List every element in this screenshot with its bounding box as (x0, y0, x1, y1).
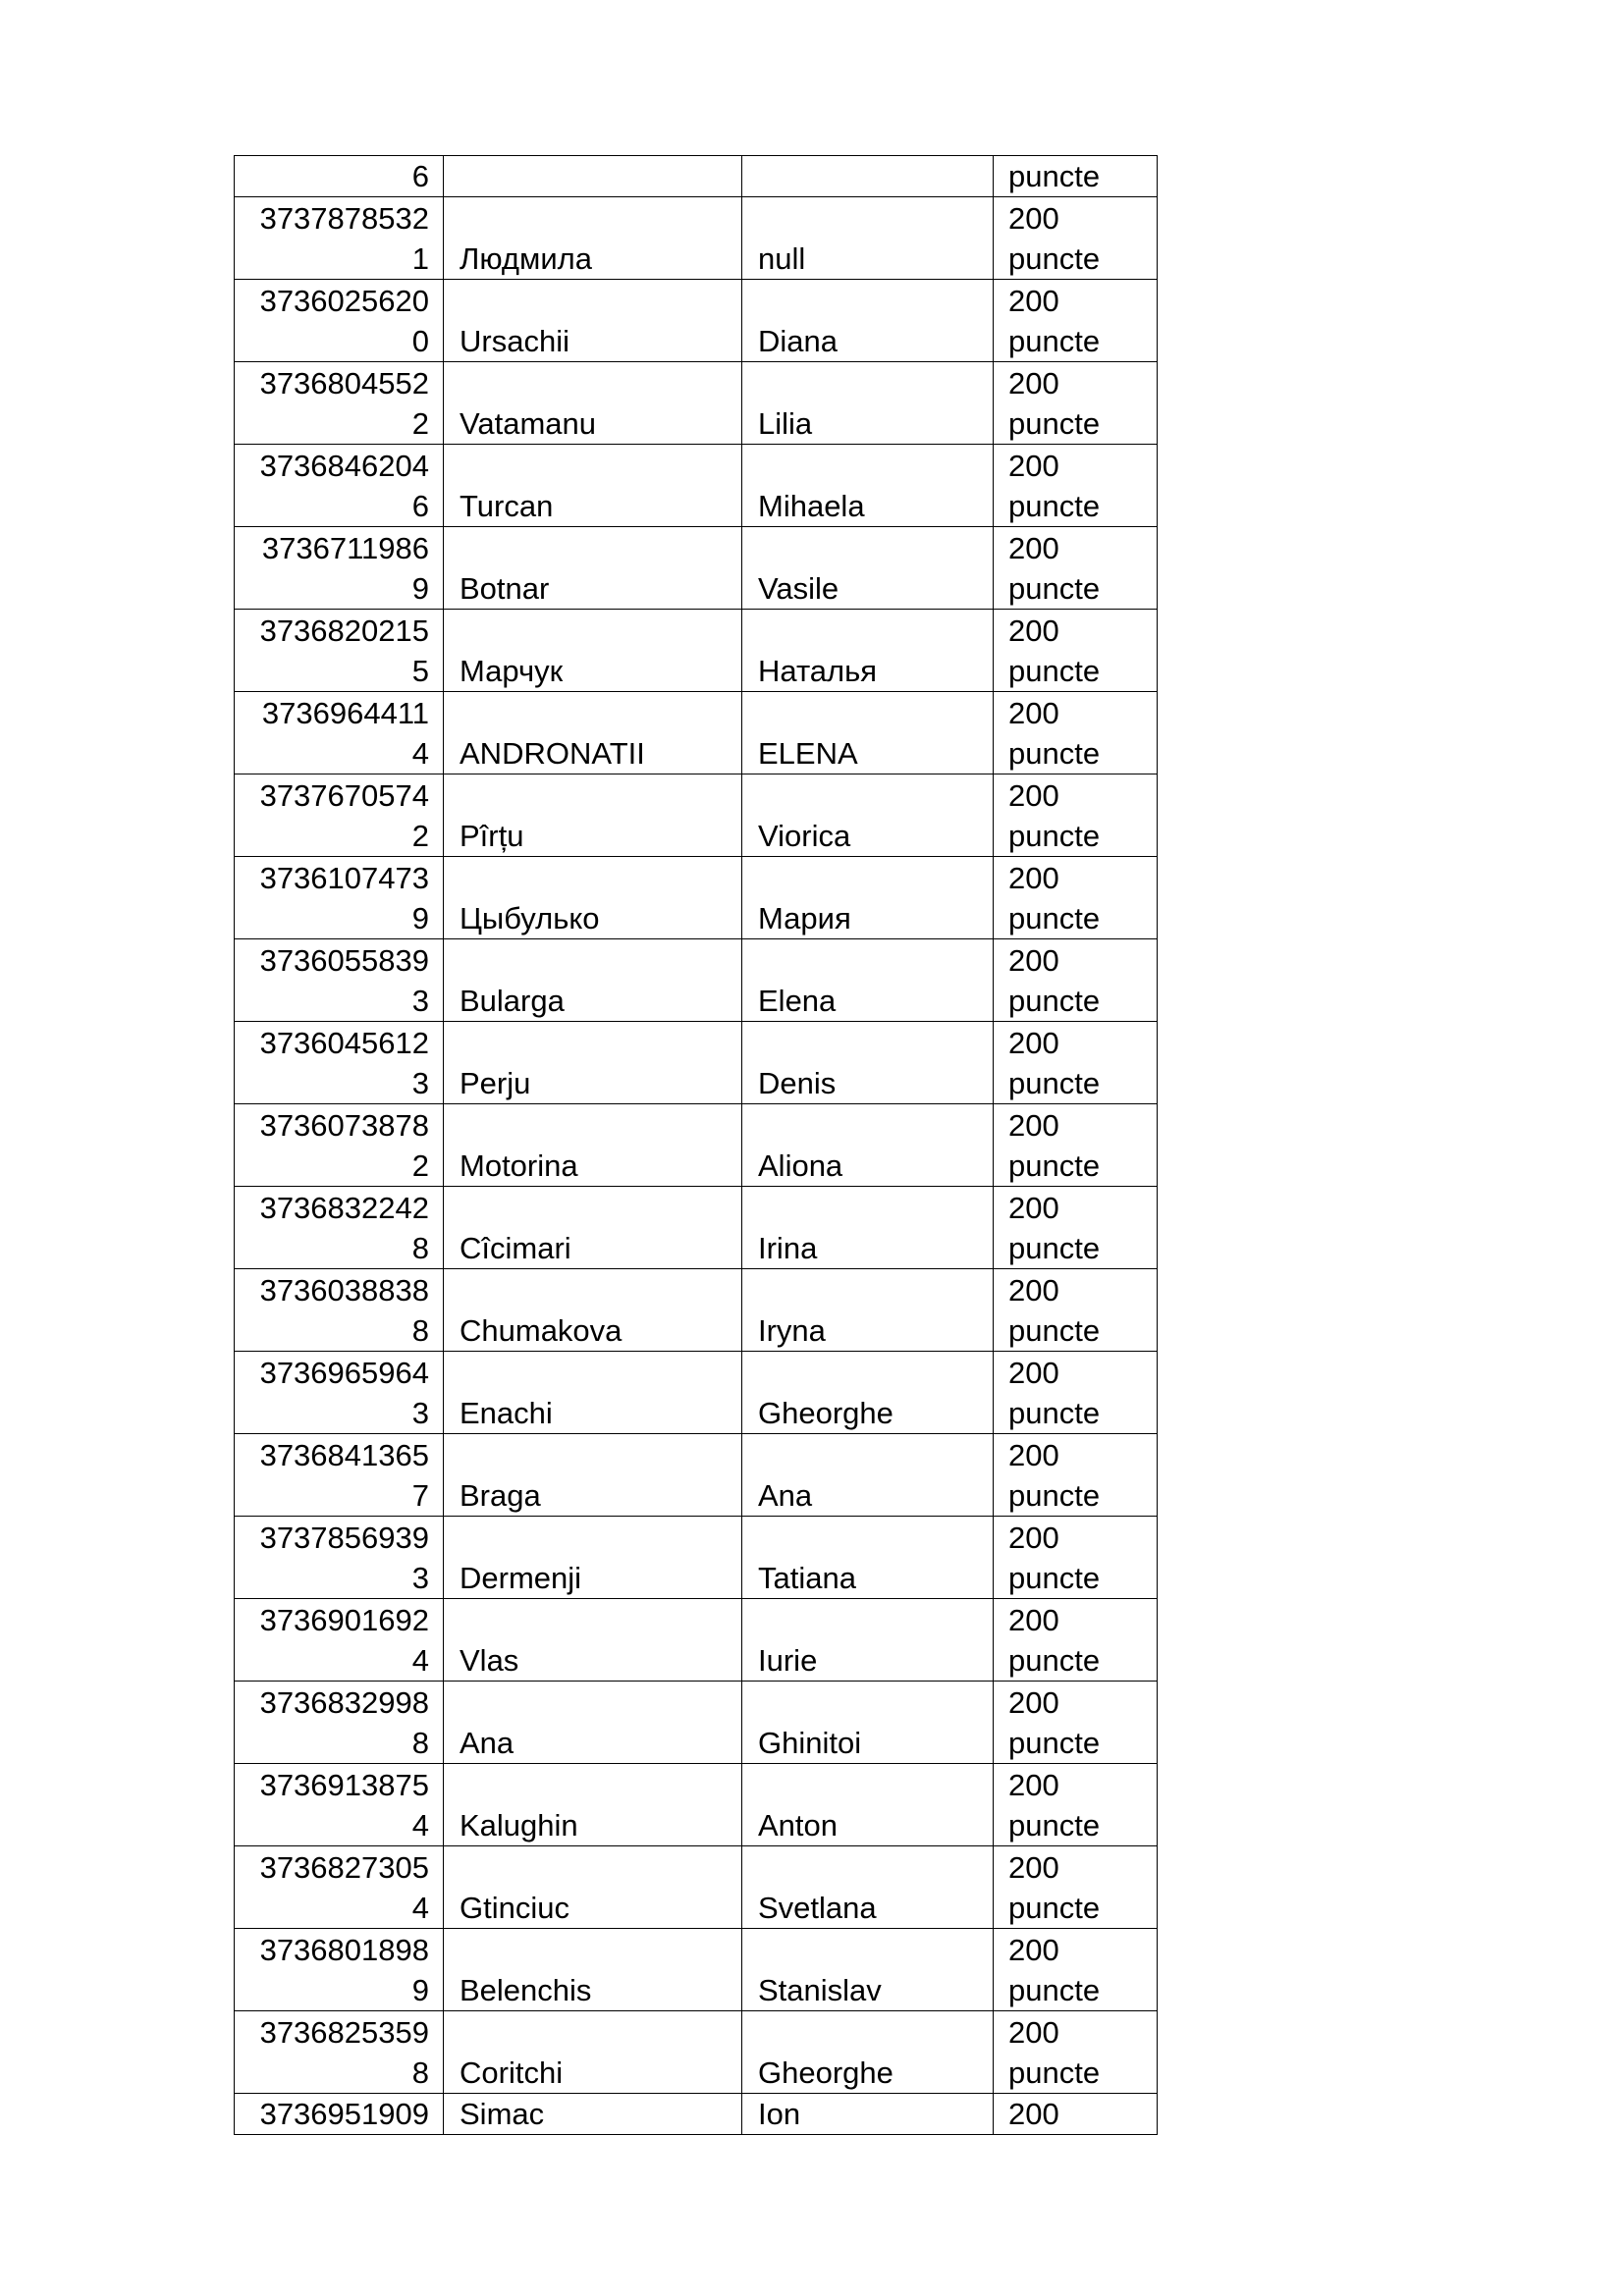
last-name-cell (444, 1104, 742, 1187)
first-name: Irina (758, 1231, 818, 1265)
last-name: Braga (460, 1478, 541, 1513)
table-row (235, 610, 1158, 692)
points-cell (994, 1929, 1158, 2011)
points-cell (994, 939, 1158, 1022)
phone-number-tail: 6 (411, 489, 429, 523)
phone-number: 3736965964 (259, 1356, 429, 1390)
points-unit: puncte (1008, 1643, 1101, 1678)
phone-cell (235, 2094, 444, 2135)
first-name: ELENA (758, 736, 858, 771)
first-name: Ghinitoi (758, 1726, 862, 1760)
points-value: 200 (1008, 1191, 1059, 1225)
last-name-cell (444, 445, 742, 527)
points-value: 200 (1008, 1685, 1059, 1720)
points-unit: puncte (1008, 819, 1101, 853)
points-cell (994, 445, 1158, 527)
phone-number-tail: 8 (411, 1231, 429, 1265)
first-name: Denis (758, 1066, 837, 1100)
phone-number-tail: 4 (411, 1891, 429, 1925)
points-value: 200 (1008, 1438, 1059, 1472)
first-name-cell (742, 692, 994, 774)
table-row (235, 692, 1158, 774)
points-cell (994, 1517, 1158, 1599)
phone-number-tail: 1 (411, 241, 429, 276)
last-name-cell (444, 280, 742, 362)
points-cell (994, 280, 1158, 362)
first-name-cell (742, 2011, 994, 2094)
points-cell (994, 527, 1158, 610)
points-unit: puncte (1008, 901, 1101, 935)
points-cell (994, 1434, 1158, 1517)
last-name: Людмила (460, 241, 592, 276)
table-row (235, 1269, 1158, 1352)
points-unit: puncte (1008, 1066, 1101, 1100)
table-row (235, 527, 1158, 610)
last-name-cell (444, 857, 742, 939)
phone-cell (235, 197, 444, 280)
phone-cell (235, 1352, 444, 1434)
first-name: Anton (758, 1808, 839, 1842)
first-name: Gheorghe (758, 2056, 893, 2090)
points-cell (994, 362, 1158, 445)
last-name: Belenchis (460, 1973, 592, 2007)
first-name: Iurie (758, 1643, 818, 1678)
first-name: null (758, 241, 806, 276)
last-name: Kalughin (460, 1808, 578, 1842)
phone-cell (235, 610, 444, 692)
phone-number: 3736825359 (259, 2015, 429, 2050)
last-name-cell (444, 1764, 742, 1846)
phone-number-tail: 3 (411, 1561, 429, 1595)
phone-cell (235, 156, 444, 197)
table-row-last (235, 2094, 1158, 2135)
first-name-cell (742, 1434, 994, 1517)
first-name-cell (742, 2094, 994, 2135)
records-table-body (235, 156, 1158, 2135)
first-name: Мария (758, 901, 851, 935)
last-name: Perju (460, 1066, 531, 1100)
first-name: Svetlana (758, 1891, 877, 1925)
points-value: 200 (1008, 696, 1059, 730)
last-name-cell (444, 1929, 742, 2011)
phone-number: 3736025620 (259, 284, 429, 318)
phone-number-tail: 0 (411, 324, 429, 358)
phone-number: 3736832998 (259, 1685, 429, 1720)
records-table (234, 155, 1158, 2135)
first-name-cell (742, 1764, 994, 1846)
phone-number-tail: 4 (411, 1808, 429, 1842)
phone-number: 3736820215 (259, 614, 429, 648)
first-name-cell (742, 1599, 994, 1682)
phone-number-tail: 8 (411, 1726, 429, 1760)
points-cell (994, 2011, 1158, 2094)
points-unit: puncte (1008, 1808, 1101, 1842)
phone-cell (235, 1517, 444, 1599)
first-name-cell (742, 1104, 994, 1187)
first-name: Vasile (758, 571, 839, 606)
points-cell (994, 692, 1158, 774)
phone-number: 3736841365 (259, 1438, 429, 1472)
points-value: 200 (1008, 531, 1059, 565)
table-row (235, 857, 1158, 939)
points-cell (994, 1352, 1158, 1434)
phone-number: 3736964411 (261, 696, 429, 730)
first-name-cell (742, 1682, 994, 1764)
first-name-cell (742, 857, 994, 939)
phone-number-tail: 4 (411, 1643, 429, 1678)
phone-cell (235, 1764, 444, 1846)
points-unit: puncte (1008, 1148, 1101, 1183)
first-name: Viorica (758, 819, 851, 853)
last-name-cell (444, 774, 742, 857)
phone-number: 3736038838 (259, 1273, 429, 1308)
phone-cell (235, 445, 444, 527)
first-name: Iryna (758, 1313, 826, 1348)
points-unit: puncte (1008, 489, 1101, 523)
points-value: 200 (1008, 366, 1059, 400)
points-cell (994, 1764, 1158, 1846)
phone-number: 3736832242 (259, 1191, 429, 1225)
table-row (235, 1846, 1158, 1929)
first-name: Ion (758, 2097, 801, 2131)
points-value: 200 (1008, 778, 1059, 813)
last-name: Vatamanu (460, 406, 597, 441)
last-name: Bularga (460, 984, 565, 1018)
first-name: Diana (758, 324, 838, 358)
phone-cell (235, 1929, 444, 2011)
phone-cell (235, 1022, 444, 1104)
points-cell (994, 197, 1158, 280)
points-value: 200 (1008, 284, 1059, 318)
points-unit: puncte (1008, 1973, 1101, 2007)
first-name-cell (742, 1846, 994, 1929)
phone-number: 3736045612 (259, 1026, 429, 1060)
phone-number-tail: 8 (411, 1313, 429, 1348)
last-name: Марчук (460, 654, 564, 688)
first-name: Gheorghe (758, 1396, 893, 1430)
phone-number-tail: 9 (411, 901, 429, 935)
table-row (235, 1352, 1158, 1434)
phone-number-tail: 3 (411, 1396, 429, 1430)
points-value: 200 (1008, 201, 1059, 236)
first-name: Elena (758, 984, 837, 1018)
last-name-cell (444, 1022, 742, 1104)
last-name-cell (444, 1434, 742, 1517)
first-name-cell (742, 527, 994, 610)
points-cell (994, 857, 1158, 939)
last-name: Gtinciuc (460, 1891, 569, 1925)
first-name-cell (742, 610, 994, 692)
table-row (235, 2011, 1158, 2094)
last-name: Coritchi (460, 2056, 564, 2090)
table-row-continued (235, 156, 1158, 197)
first-name-cell (742, 1929, 994, 2011)
first-name: Наталья (758, 654, 878, 688)
first-name-cell (742, 362, 994, 445)
phone-number: 3736055839 (259, 943, 429, 978)
points-cell (994, 2094, 1158, 2135)
first-name: Ana (758, 1478, 813, 1513)
phone-number-tail: 9 (411, 1973, 429, 2007)
points-value: 200 (1008, 1273, 1059, 1308)
phone-cell (235, 1846, 444, 1929)
points-cell (994, 774, 1158, 857)
points-cell (994, 1187, 1158, 1269)
last-name: Cîcimari (460, 1231, 571, 1265)
phone-number: 3736711986 (261, 531, 429, 565)
points-value: 200 (1008, 2015, 1059, 2050)
last-name-cell (444, 1269, 742, 1352)
phone-number: 3736913875 (259, 1768, 429, 1802)
table-row (235, 1599, 1158, 1682)
last-name-cell (444, 2011, 742, 2094)
points-unit: puncte (1008, 1313, 1101, 1348)
last-name: Chumakova (460, 1313, 623, 1348)
last-name: Motorina (460, 1148, 578, 1183)
first-name: Stanislav (758, 1973, 882, 2007)
phone-number: 3737878532 (259, 201, 429, 236)
last-name-cell (444, 1846, 742, 1929)
table-row (235, 1764, 1158, 1846)
points-value: 200 (1008, 449, 1059, 483)
table-row (235, 197, 1158, 280)
first-name-cell (742, 1187, 994, 1269)
last-name: Ana (460, 1726, 514, 1760)
points-value: 200 (1008, 1850, 1059, 1885)
points-value: 200 (1008, 614, 1059, 648)
first-name: Aliona (758, 1148, 843, 1183)
points-cell (994, 1022, 1158, 1104)
phone-number: 3736073878 (259, 1108, 429, 1143)
phone-number-tail: 3 (411, 984, 429, 1018)
phone-number-tail: 7 (411, 1478, 429, 1513)
last-name: Enachi (460, 1396, 553, 1430)
points-unit: puncte (1008, 406, 1101, 441)
phone-cell (235, 527, 444, 610)
phone-number: 3736107473 (259, 861, 429, 895)
first-name-cell (742, 280, 994, 362)
last-name-cell (444, 939, 742, 1022)
table-row (235, 1682, 1158, 1764)
points-unit: puncte (1008, 159, 1101, 193)
first-name-cell (742, 939, 994, 1022)
last-name-cell (444, 362, 742, 445)
last-name: Pîrțu (460, 819, 524, 853)
phone-cell (235, 362, 444, 445)
table-row (235, 1434, 1158, 1517)
first-name-cell (742, 774, 994, 857)
points-cell (994, 1599, 1158, 1682)
phone-number: 3737670574 (259, 778, 429, 813)
last-name: Цыбулько (460, 901, 600, 935)
phone-cell (235, 1269, 444, 1352)
first-name-cell (742, 445, 994, 527)
phone-cell (235, 939, 444, 1022)
points-unit: puncte (1008, 2056, 1101, 2090)
first-name: Lilia (758, 406, 813, 441)
points-value: 200 (1008, 1026, 1059, 1060)
phone-number-tail: 2 (411, 1148, 429, 1183)
last-name: Botnar (460, 571, 550, 606)
phone-number-tail: 8 (411, 2056, 429, 2090)
phone-number: 3736901692 (259, 1603, 429, 1637)
points-cell (994, 156, 1158, 197)
points-value: 200 (1008, 861, 1059, 895)
table-row (235, 774, 1158, 857)
phone-number: 3736801898 (259, 1933, 429, 1967)
points-unit: puncte (1008, 1478, 1101, 1513)
table-row (235, 1022, 1158, 1104)
last-name: Ursachii (460, 324, 569, 358)
phone-cell (235, 2011, 444, 2094)
first-name: Mihaela (758, 489, 865, 523)
last-name: Vlas (460, 1643, 519, 1678)
points-cell (994, 1104, 1158, 1187)
phone-cell (235, 1434, 444, 1517)
points-value: 200 (1008, 1933, 1059, 1967)
first-name-cell (742, 1269, 994, 1352)
points-unit: puncte (1008, 324, 1101, 358)
last-name-cell (444, 197, 742, 280)
last-name-cell (444, 2094, 742, 2135)
table-row (235, 445, 1158, 527)
phone-cell (235, 1682, 444, 1764)
points-unit: puncte (1008, 1726, 1101, 1760)
phone-number: 3736827305 (259, 1850, 429, 1885)
last-name: Turcan (460, 489, 554, 523)
last-name-cell (444, 1187, 742, 1269)
points-unit: puncte (1008, 1231, 1101, 1265)
last-name-cell (444, 527, 742, 610)
phone-number-tail: 2 (411, 819, 429, 853)
phone-number-tail: 5 (411, 654, 429, 688)
points-unit: puncte (1008, 1891, 1101, 1925)
last-name-cell (444, 1682, 742, 1764)
last-name-cell (444, 610, 742, 692)
points-unit: puncte (1008, 571, 1101, 606)
last-name-cell (444, 1599, 742, 1682)
points-value: 200 (1008, 1603, 1059, 1637)
phone-number: 3737856939 (259, 1521, 429, 1555)
phone-number-tail: 3 (411, 1066, 429, 1100)
table-row (235, 939, 1158, 1022)
phone-cell (235, 280, 444, 362)
phone-number-tail: 2 (411, 406, 429, 441)
last-name-cell (444, 1352, 742, 1434)
points-value: 200 (1008, 1108, 1059, 1143)
points-cell (994, 1846, 1158, 1929)
points-unit: puncte (1008, 984, 1101, 1018)
points-unit: puncte (1008, 241, 1101, 276)
first-name-cell (742, 1352, 994, 1434)
phone-number-tail: 4 (411, 736, 429, 771)
last-name: Dermenji (460, 1561, 582, 1595)
first-name-cell (742, 1517, 994, 1599)
points-cell (994, 610, 1158, 692)
phone-number: 3736846204 (259, 449, 429, 483)
points-value: 200 (1008, 1768, 1059, 1802)
table-row (235, 1517, 1158, 1599)
phone-number-tail: 9 (411, 571, 429, 606)
phone-number: 3736951909 (259, 2097, 429, 2131)
phone-number: 3736804552 (259, 366, 429, 400)
first-name: Tatiana (758, 1561, 856, 1595)
first-name-cell (742, 156, 994, 197)
table-row (235, 1104, 1158, 1187)
last-name: ANDRONATII (460, 736, 645, 771)
phone-cell (235, 857, 444, 939)
first-name-cell (742, 1022, 994, 1104)
last-name-cell (444, 692, 742, 774)
table-row (235, 362, 1158, 445)
table-row (235, 1929, 1158, 2011)
points-unit: puncte (1008, 1396, 1101, 1430)
phone-cell (235, 692, 444, 774)
phone-cell (235, 1187, 444, 1269)
points-unit: puncte (1008, 736, 1101, 771)
points-unit: puncte (1008, 654, 1101, 688)
points-cell (994, 1682, 1158, 1764)
last-name-cell (444, 1517, 742, 1599)
phone-cell (235, 774, 444, 857)
points-unit: puncte (1008, 1561, 1101, 1595)
first-name-cell (742, 197, 994, 280)
points-value: 200 (1008, 2097, 1059, 2131)
points-value: 200 (1008, 1356, 1059, 1390)
table-row (235, 1187, 1158, 1269)
table-row (235, 280, 1158, 362)
points-value: 200 (1008, 943, 1059, 978)
last-name-cell (444, 156, 742, 197)
last-name: Simac (460, 2097, 545, 2131)
phone-cell (235, 1104, 444, 1187)
points-value: 200 (1008, 1521, 1059, 1555)
phone-cell (235, 1599, 444, 1682)
points-cell (994, 1269, 1158, 1352)
phone-number-tail: 6 (411, 159, 429, 193)
